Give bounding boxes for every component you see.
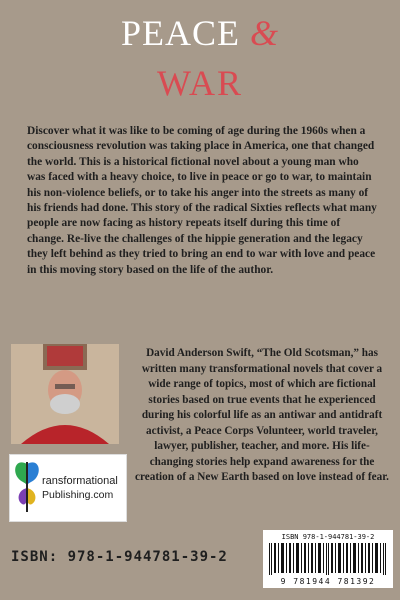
book-synopsis: Discover what it was like to be coming of age during the 1960s when a consciousness revolution was taking place in America, one that changed the world. This is a historical fictional novel about a young man who was faced with a heavy choice, to live in peace or go to war, to maintain his non-violence beliefs, or to take his anger into the streets as many of his friends had done. This story of the radical Sixties reflects what many people are now facing as history repeats itself during this time of change. Re-live the challenges of the hippie generation and the legacy they left behind as they tried to bring an end to war with love and peace in this moving story based on the life of the author. xyxy=(27,125,377,276)
isbn-label: ISBN: 978-1-944781-39-2 xyxy=(11,549,228,565)
barcode xyxy=(263,530,393,588)
logo-line-2: Publishing.com xyxy=(42,489,114,501)
title-peace-word: PEACE xyxy=(120,13,240,53)
title-peace xyxy=(0,12,400,54)
title-war: WAR xyxy=(157,63,243,103)
author-photo xyxy=(11,344,119,444)
butterfly-logo-icon xyxy=(12,456,42,520)
publisher-logo xyxy=(9,454,127,522)
title-ampersand: & xyxy=(250,13,280,53)
barcode-icon xyxy=(265,543,391,575)
barcode-bottom-text: 9 781944 781392 xyxy=(280,577,376,586)
logo-line-1: ransformational xyxy=(42,475,118,487)
author-bio: David Anderson Swift, “The Old Scotsman,” has written many transformational novels that cover a wide range of topics, most of which are fictional stories based on true events that he experienced during his colorful life as an antiwar and antidraft activist, a Peace Corps Volunteer, world traveler, lawyer, publisher, teacher, and more. His life-changing stories help expand awareness for the creation of a New Earth based on love instead of fear. xyxy=(135,347,389,483)
barcode-top-text: ISBN 978-1-944781-39-2 xyxy=(281,533,375,541)
